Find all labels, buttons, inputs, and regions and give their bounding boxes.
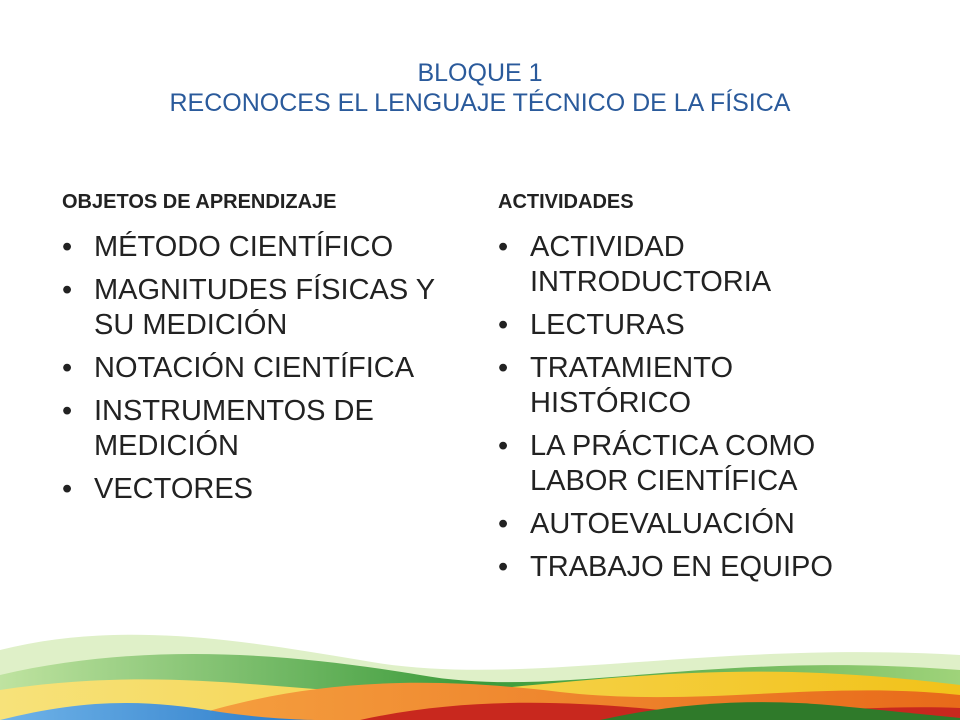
list-item-text: NOTACIÓN CIENTÍFICA [94,352,415,384]
bullet-icon: • [62,395,73,427]
list-item [498,308,898,343]
list-item [498,429,898,499]
list-item-text: TRATAMIENTO HISTÓRICO [530,352,733,419]
list-item-text: VECTORES [94,473,254,505]
list-item [62,472,462,507]
list-item [498,351,898,421]
list-item-text: MAGNITUDES FÍSICAS Y SU MEDICIÓN [94,274,435,341]
bullet-icon: • [498,352,509,384]
bullet-icon: • [498,309,509,341]
list-item [498,550,898,585]
right-bullet-list [498,230,898,585]
list-item [498,230,898,300]
list-item [62,394,462,464]
list-item-text: AUTOEVALUACIÓN [530,508,795,540]
decorative-wave-banner [0,620,960,720]
bullet-icon: • [62,352,73,384]
left-column-heading: OBJETOS DE APRENDIZAJE [62,191,337,213]
right-column-heading: ACTIVIDADES [498,191,634,213]
list-item [62,230,462,265]
list-item [62,351,462,386]
list-item-text: TRABAJO EN EQUIPO [530,551,833,583]
list-item-text: ACTIVIDAD INTRODUCTORIA [530,231,772,298]
bullet-icon: • [62,274,73,306]
list-item [62,273,462,343]
list-item-text: MÉTODO CIENTÍFICO [94,231,394,263]
list-item-text: LECTURAS [530,309,685,341]
right-column [498,190,898,593]
list-item [498,507,898,542]
bullet-icon: • [498,508,509,540]
slide-title [0,58,960,118]
bullet-icon: • [62,473,73,505]
left-bullet-list [62,230,462,507]
bullet-icon: • [498,231,509,263]
list-item-text: INSTRUMENTOS DE MEDICIÓN [94,395,374,462]
title-line-1: BLOQUE 1 [417,59,543,87]
title-line-2: RECONOCES EL LENGUAJE TÉCNICO DE LA FÍSICA [169,89,791,117]
list-item-text: LA PRÁCTICA COMO LABOR CIENTÍFICA [530,430,816,497]
bullet-icon: • [498,430,509,462]
left-column [62,190,462,515]
bullet-icon: • [62,231,73,263]
bullet-icon: • [498,551,509,583]
